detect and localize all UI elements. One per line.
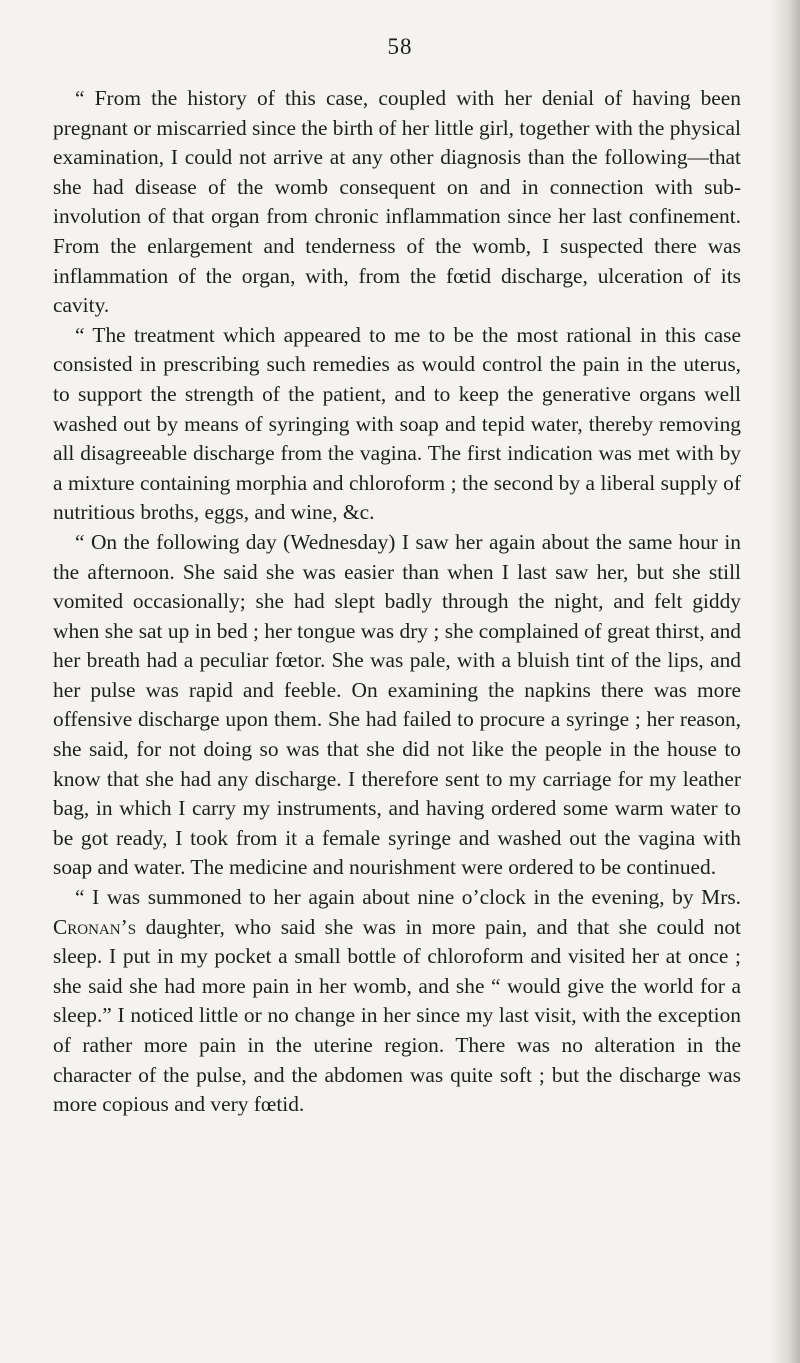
name-cronan: Cronan’s [53,914,137,939]
paragraph-wednesday-visit: “ On the following day (Wednesday) I saw her again about the same hour in the afternoon. She said she was easier than when I last saw her, but she still vomited occasionally; she had slept badly through the night, and felt giddy when she sat up in bed ; her tongue was dry ; she complained of great thirst, and her breath had a peculiar fœtor. She was pale, with a bluish tint of the lips, and her pulse was rapid and feeble. On examining the napkins there was more offensive discharge upon them. She had failed to procure a syringe ; her reason, she said, for not doing so was that she did not like the people in the house to know that she had any discharge. I therefore sent to my carriage for my leather bag, in which I carry my instruments, and having ordered some warm water to be got ready, I took from it a female syringe and washed out the vagina with soap and water. The medicine and nourishment were ordered to be continued. [53,529,741,880]
paragraph-diagnosis: “ From the history of this case, coupled with her denial of having been pregnant or miscarried since the birth of her little girl, together with the physical examination, I could not arrive at any other diagnosis than the following—that she had disease of the womb consequent on and in connection with sub-involution of that organ from chronic inflammation since her last confinement. From the enlargement and tenderness of the womb, I suspected there was inflammation of the organ, with, from the fœtid discharge, ulceration of its cavity. [53,86,741,318]
paragraph-treatment: “ The treatment which appeared to me to be the most rational in this case consisted in prescribing such remedies as would control the pain in the uterus, to support the strength of the patient, and to keep the generative organs well washed out by means of syringing with soap and tepid water, thereby removing all disagreeable discharge from the vagina. The first indication was met with by a mixture containing morphia and chloroform ; the second by a liberal supply of nutritious broths, eggs, and wine, &c. [53,322,741,525]
page-edge-shadow [770,0,800,1363]
paragraph-evening-visit [53,883,741,1120]
evening-text-before: “ I was summoned to her again about nine o’clock in the evening, by Mrs. [75,885,741,910]
page-number: 58 [387,34,413,59]
evening-text-after: daughter, who said she was in more pain, and that she could not sleep. I put in my pocket a small bottle of chloroform and visited her at once ; she said she had more pain in her womb, and she “ would give the world for a sleep.” I noticed little or no change in her since my last visit, with the exception of rather more pain in the uterine region. There was no alteration in the character of the pulse, and the abdomen was quite soft ; but the discharge was more copious and very fœtid. [53,914,741,1117]
body-text [53,84,741,1120]
